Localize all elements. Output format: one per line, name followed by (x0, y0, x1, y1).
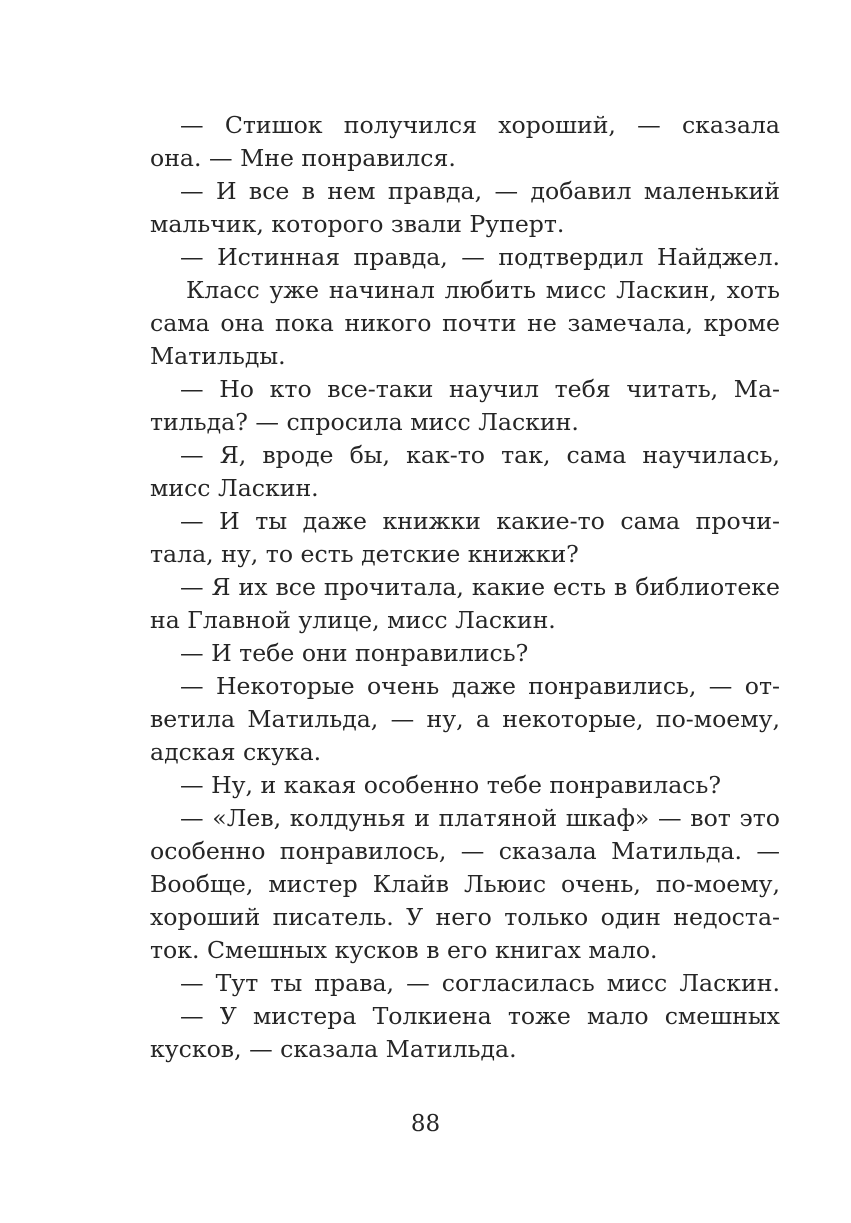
text-line: кусков, — сказала Матильда. (150, 1035, 517, 1063)
text-line: особенно понравилось, — сказала Матильда. — (150, 837, 780, 865)
text-line: — Тут ты права, — согласилась мисс Ласкин. (180, 969, 780, 997)
text-line: — И все в нем правда, — добавил маленький (180, 177, 780, 205)
text-line: сама она пока никого почти не замечала, кроме (150, 309, 780, 337)
text-line: Класс уже начинал любить мисс Ласкин, хоть (186, 276, 780, 304)
text-line: — Я их все прочитала, какие есть в библиотеке (180, 573, 780, 601)
text-line: она. — Мне понравился. (150, 144, 456, 172)
text-line: Вообще, мистер Клайв Льюис очень, по-моему, (150, 870, 780, 898)
text-line: ветила Матильда, — ну, а некоторые, по-моему, (150, 705, 780, 733)
text-line: хороший писатель. У него только один недоста- (150, 903, 780, 931)
text-line: на Главной улице, мисс Ласкин. (150, 606, 556, 634)
page-body-text (150, 109, 780, 1066)
text-line: — Некоторые очень даже понравились, — от- (180, 672, 780, 700)
text-line: мисс Ласкин. (150, 474, 319, 502)
text-line: тильда? — спросила мисс Ласкин. (150, 408, 579, 436)
text-line: — И ты даже книжки какие-то сама прочи- (180, 507, 780, 535)
page-number: 88 (410, 1111, 441, 1137)
text-line: — У мистера Толкиена тоже мало смешных (180, 1002, 780, 1030)
text-line: — Стишок получился хороший, — сказала (180, 111, 780, 139)
text-line: тала, ну, то есть детские книжки? (150, 540, 579, 568)
text-line: — Я, вроде бы, как-то так, сама научилась, (180, 441, 780, 469)
text-line: — И тебе они понравились? (180, 639, 529, 667)
text-line: адская скука. (150, 738, 322, 766)
text-line: — Истинная правда, — подтвердил Найджел. (180, 243, 780, 271)
text-line: — Но кто все-таки научил тебя читать, Ма- (180, 375, 780, 403)
text-line: ток. Смешных кусков в его книгах мало. (150, 936, 658, 964)
text-line: Матильды. (150, 342, 286, 370)
text-line: — «Лев, колдунья и платяной шкаф» — вот это (180, 804, 780, 832)
text-line: мальчик, которого звали Руперт. (150, 210, 565, 238)
text-line: — Ну, и какая особенно тебе понравилась? (180, 771, 722, 799)
